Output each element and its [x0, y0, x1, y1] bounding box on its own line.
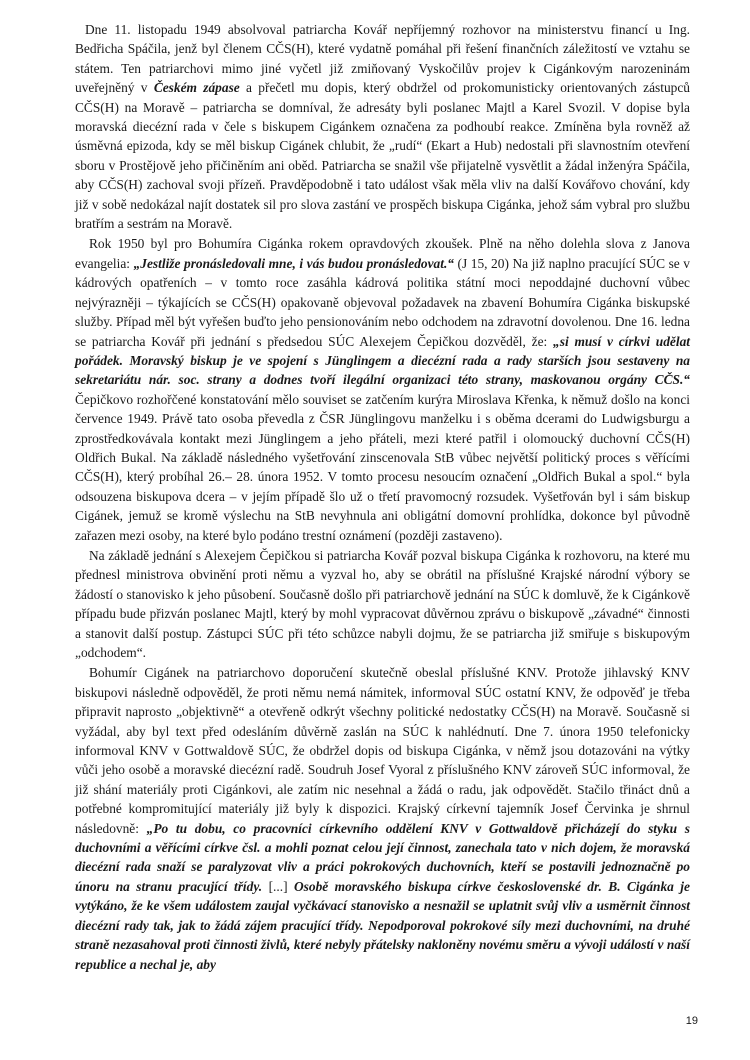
- text-run: Dne 11. listopadu 1949 absolvoval patriarcha Kovář nepříjemný rozhovor na ministerstvu financí u Ing. Bedřicha Spáčila, jenž byl členem CČS(H), které vydatně pomáhal při řešení finančních záležitostí ve vztahu se státem. Ten patriarchovi mimo jiné vyčetl již zmiňovaný Vyskočilův projev k Cigánkovým narozeninám uveřejněný v: [75, 22, 690, 96]
- text-run: Bohumír Cigánek na patriarchovo doporučení skutečně obeslal příslušné KNV. Protože jihlavský KNV biskupovi následně odpověděl, že proti němu nemá námitek, informoval SÚC ostatní KNV, že odpověď je třeba připravit naprosto „objektivně“ a otevřeně odkrýt všechny politické nedostatky CČS(H) na Moravě. Současně si vyžádal, aby byl text před odesláním důvěrně zaslán na SÚC k nahlédnutí. Dne 7. února 1950 telefonicky informoval KNV v Gottwaldově SÚC, že obdržel dopis od biskupa Cigánka, v němž jsou dotazováni na výtky vůči jeho osobě a moravské diecézní radě. Soudruh Josef Vyoral z příslušného KNV zároveň SÚC informoval, že již shání materiály proti Cigánkovi, ale zatím nic nesehnal a žádá o radu, jak odpovědět. Stačilo třináct dnů a potřebné kompromitující materiály již byly k dispozici. Krajský církevní tajemník Josef Červinka je shrnul následovně:: [75, 665, 690, 836]
- quotation: „Jestliže pronásledovali mne, i vás budou pronásledovat.“: [133, 255, 454, 271]
- paragraph: [75, 546, 690, 662]
- text-run: a přečetl mu dopis, který obdržel od prokomunisticky orientovaných zástupců CČS(H) na Moravě – patriarcha se domníval, že adresáty byli poslanec Majtl a Karel Svozil. V dopise byla moravská diecézní rada v čele s biskupem Cigánkem označena za podhoubí reakce. Zmíněna byla rovněž až úsměvná epizoda, kdy se měl biskup Cigánek chlubit, že „rudí“ (Ekart a Hub) nedostali při slavnostním otevření sboru v Prostějově jeho přičiněním ani oběd. Patriarcha se snažil vše přijatelně vysvětlit a žádal inženýra Spáčila, aby CČS(H) zachoval svoji přízeň. Pravděpodobně i tato událost však měla vliv na další Kovářovo chování, kdy již v sobě nedokázal najít dostatek sil pro slova zastání ve prospěch biskupa Cigánka, jehož sám vybral pro službu bratřím a sestrám na Moravě.: [75, 80, 690, 232]
- quotation: „si musí v církvi udělat pořádek. Moravský biskup je ve spojení s Jünglingem a diecézní rada a rady starších jsou sestaveny na sekretariátu nár. soc. strany a dodnes tvoří ilegální organizaci této strany, maskovanou orgány CČS.“: [75, 333, 690, 388]
- paragraph: [75, 234, 690, 545]
- quotation: Osobě moravského biskupa církve československé dr. B. Cigánka je vytýkáno, že ke všem událostem zaujal vyčkávací stanovisko a nesnažil se uplatnit svůj vliv a usměrnit činnost diecézní rady tak, jak to žádá zájem pracující třídy. Nepodporoval pokrokové síly mezi duchovními, na druhé straně nezasahoval proti činnosti živlů, které nebyly přátelsky nakloněny novému směru a vývoji událostí v naší republice a nechal je, aby: [75, 878, 690, 972]
- text-run: (J 15, 20) Na již naplno pracující SÚC se v kádrových opatřeních – v tomto roce zasáhla kádrová politika státní moci nepoddajné duchovní vůbec nejvýrazněji – týkajících se CČS(H) opakovaně objevoval požadavek na zbavení Bohumíra Cigánka biskupské služby. Případ měl být vyřešen buďto jeho pensionováním nebo odchodem na zdravotní dovolenou. Dne 16. ledna se patriarcha Kovář při jednání s předsedou SÚC Alexejem Čepičkou dozvěděl, že:: [75, 255, 690, 349]
- quotation: „Po tu dobu, co pracovníci církevního oddělení KNV v Gottwaldově přicházejí do styku s duchovními a věřícími církve čsl. a mohli poznat celou její činnost, zanechala tato v nich dojem, že moravská diecézní rada snaží se paralyzovat vliv a práci pokrokových duchovních, kteří se postavili jednoznačně po únoru na stranu pracující třídy.: [75, 820, 690, 894]
- text-run: Rok 1950 byl pro Bohumíra Cigánka rokem opravdových zkoušek. Plně na něho dolehla slova z Janova evangelia:: [75, 236, 690, 271]
- body-text: [75, 20, 690, 974]
- paragraph: [75, 20, 690, 233]
- text-run: Na základě jednání s Alexejem Čepičkou si patriarcha Kovář pozval biskupa Cigánka k rozhovoru, na které mu přednesl ministrova obvinění proti němu a vyzval ho, aby se obrátil na příslušné Krajské národní výbory se žádostí o stanovisko k jeho působení. Současně došlo při patriarchově jednání na SÚC k domluvě, že k Cigánkově případu bude přizván poslanec Majtl, který by mohl vypracovat důvěrnou zprávu o biskupově „závadné“ činnosti a stanovit další postup. Zástupci SÚC při této schůzce nabyli dojmu, že se patriarcha již smiřuje s biskupovým „odchodem“.: [75, 547, 690, 660]
- page-number: 19: [685, 1015, 698, 1027]
- emphasis: Českém zápase: [153, 80, 240, 96]
- paragraph: [75, 663, 690, 974]
- text-run: [...]: [262, 878, 294, 894]
- text-run: Čepičkovo rozhořčené konstatování mělo souviset se zatčením kurýra Miroslava Křenka, k němuž došlo na konci července 1949. Právě tato osoba převedla z ČSR Jünglingovu manželku i s oběma dcerami do Ludwigsburgu a zprostředkovávala kontakt mezi Jünglingem a jeho přáteli, mezi které patřil i olomoucký duchovní CČS(H) Oldřich Bukal. Na základě následného vyšetřování zinscenovala StB vůbec největší politický proces s věřícími CČS(H), který probíhal 26.– 28. února 1952. V tomto procesu nesoucím označení „Oldřich Bukal a spol.“ byla odsouzena biskupova dcera – v jejím případě šlo už o třetí pravomocný rozsudek. Vyšetřován byl i sám biskup Cigánek, jemuž se kromě výslechu na StB nevyhnula ani obligátní domovní prohlídka, dokonce byl původně zařazen mezi osoby, na které bylo podáno trestní oznámení (později zastaveno).: [75, 391, 690, 543]
